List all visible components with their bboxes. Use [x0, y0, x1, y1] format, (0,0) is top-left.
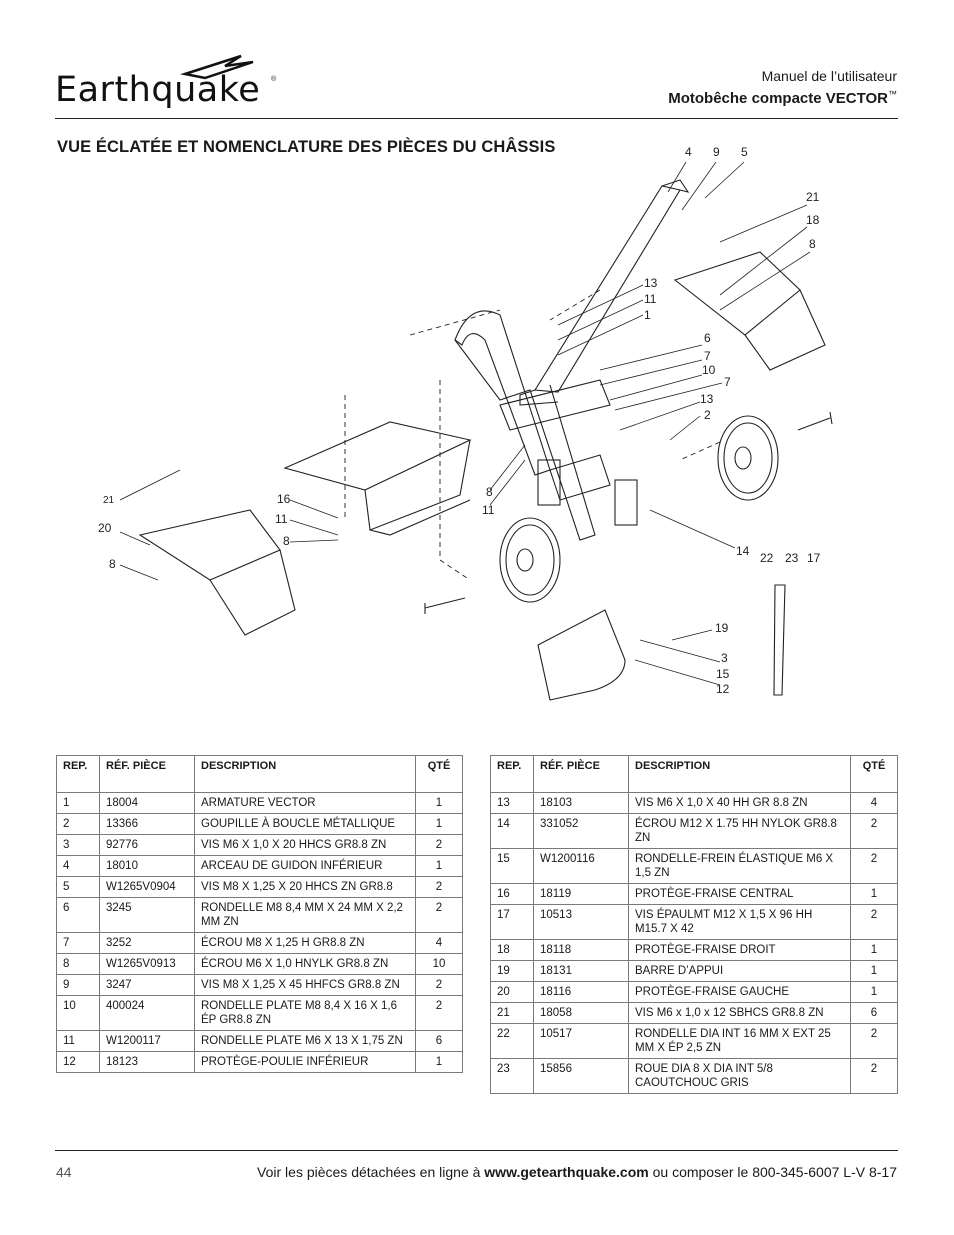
cell-rep: 12 [57, 1052, 100, 1073]
cell-qty: 1 [851, 940, 898, 961]
cell-desc: RONDELLE M8 8,4 MM X 24 MM X 2,2 MM ZN [195, 898, 416, 933]
cell-desc: ARCEAU DE GUIDON INFÉRIEUR [195, 856, 416, 877]
cell-ref: W1265V0904 [100, 877, 195, 898]
callout-label: 1 [644, 308, 651, 322]
table-row [57, 975, 463, 996]
table-row [57, 954, 463, 975]
cell-rep: 15 [491, 849, 534, 884]
cell-qty: 2 [851, 1059, 898, 1094]
table-row [491, 1003, 898, 1024]
cell-desc: RONDELLE-FREIN ÉLASTIQUE M6 X 1,5 ZN [629, 849, 851, 884]
cell-ref: 18010 [100, 856, 195, 877]
cell-qty: 4 [416, 933, 463, 954]
callout-label: 11 [644, 292, 657, 306]
cell-qty: 2 [851, 905, 898, 940]
right-wheel-part [718, 416, 778, 500]
callout-label: 7 [704, 349, 711, 363]
cell-desc: RONDELLE DIA INT 16 MM X EXT 25 MM X ÉP 2,5 ZN [629, 1024, 851, 1059]
cell-desc: PROTÈGE-FRAISE CENTRAL [629, 884, 851, 905]
cell-rep: 9 [57, 975, 100, 996]
cell-ref: 15856 [534, 1059, 629, 1094]
cell-desc: RONDELLE PLATE M8 8,4 X 16 X 1,6 ÉP GR8.8 ZN [195, 996, 416, 1031]
cell-qty: 2 [851, 814, 898, 849]
cell-ref: W1265V0913 [100, 954, 195, 975]
parts-table-right [490, 755, 898, 1094]
cell-qty: 2 [416, 996, 463, 1031]
col-rep-header: REP. [491, 756, 534, 793]
cell-rep: 10 [57, 996, 100, 1031]
cell-rep: 17 [491, 905, 534, 940]
cell-ref: 18058 [534, 1003, 629, 1024]
callout-label: 5 [741, 145, 748, 159]
cell-qty: 2 [416, 975, 463, 996]
table-row [57, 835, 463, 856]
table-row [57, 793, 463, 814]
callout-label: 7 [724, 375, 731, 389]
cell-rep: 6 [57, 898, 100, 933]
cell-ref: 3247 [100, 975, 195, 996]
callout-label: 6 [704, 331, 711, 345]
cell-rep: 20 [491, 982, 534, 1003]
table-row [57, 996, 463, 1031]
frame-part [455, 311, 550, 475]
callout-label: 8 [486, 485, 493, 499]
cell-qty: 2 [851, 1024, 898, 1059]
support-bar-part [774, 585, 785, 695]
cell-desc: ROUE DIA 8 X DIA INT 5/8 CAOUTCHOUC GRIS [629, 1059, 851, 1094]
cell-ref: 3245 [100, 898, 195, 933]
cell-qty: 1 [416, 856, 463, 877]
cell-desc: PROTÈGE-POULIE INFÉRIEUR [195, 1052, 416, 1073]
cell-ref: 18004 [100, 793, 195, 814]
callout-label: 2 [704, 408, 711, 422]
cell-desc: RONDELLE PLATE M6 X 13 X 1,75 ZN [195, 1031, 416, 1052]
cell-ref: W1200117 [100, 1031, 195, 1052]
table-row [491, 1059, 898, 1094]
table-row [491, 884, 898, 905]
cell-ref: 3252 [100, 933, 195, 954]
col-qty-header: QTÉ [416, 756, 463, 793]
callout-label: 16 [277, 492, 291, 506]
cell-qty: 4 [851, 793, 898, 814]
earthquake-logo [55, 52, 280, 112]
cell-qty: 2 [416, 877, 463, 898]
cell-ref: 18103 [534, 793, 629, 814]
table-row [491, 905, 898, 940]
manual-subtitle: Manuel de l’utilisateur [761, 68, 897, 84]
footer-url-link[interactable]: www.getearthquake.com [484, 1164, 649, 1180]
footer-text-before: Voir les pièces détachées en ligne à [257, 1164, 485, 1180]
cell-rep: 19 [491, 961, 534, 982]
callout-label: 11 [275, 512, 288, 526]
cell-ref: 10513 [534, 905, 629, 940]
exploded-parts-diagram [80, 140, 860, 720]
page-number: 44 [56, 1164, 72, 1180]
table-row [57, 856, 463, 877]
center-guard-part [285, 422, 470, 490]
left-guard-part [140, 510, 280, 580]
cell-desc: ARMATURE VECTOR [195, 793, 416, 814]
cell-rep: 11 [57, 1031, 100, 1052]
cell-rep: 3 [57, 835, 100, 856]
cell-qty: 6 [416, 1031, 463, 1052]
callout-label: 8 [283, 534, 290, 548]
cell-rep: 1 [57, 793, 100, 814]
footer-contact [257, 1164, 897, 1180]
cell-qty: 1 [851, 884, 898, 905]
cell-desc: VIS M6 X 1,0 X 20 HHCS GR8.8 ZN [195, 835, 416, 856]
cell-qty: 1 [851, 961, 898, 982]
table-row [57, 933, 463, 954]
cell-ref: 18116 [534, 982, 629, 1003]
cell-ref: W1200116 [534, 849, 629, 884]
cell-desc: VIS M6 X 1,0 X 40 HH GR 8.8 ZN [629, 793, 851, 814]
cell-rep: 5 [57, 877, 100, 898]
callout-label: 22 [760, 551, 774, 565]
callout-label: 11 [482, 503, 495, 517]
cell-desc: GOUPILLE À BOUCLE MÉTALLIQUE [195, 814, 416, 835]
table-row [491, 814, 898, 849]
callout-label: 21 [806, 190, 820, 204]
table-header-row [57, 756, 463, 793]
logo-wordmark: Earthquake [55, 70, 261, 110]
table-row [491, 982, 898, 1003]
cell-rep: 14 [491, 814, 534, 849]
manual-title-text: Motobêche compacte VECTOR [668, 90, 888, 107]
cell-qty: 2 [851, 849, 898, 884]
cell-desc: PROTÈGE-FRAISE GAUCHE [629, 982, 851, 1003]
callout-label: 9 [713, 145, 720, 159]
cell-desc: BARRE D’APPUI [629, 961, 851, 982]
callout-label: 20 [98, 521, 112, 535]
col-desc-header: DESCRIPTION [629, 756, 851, 793]
callout-label: 10 [702, 363, 716, 377]
header-divider [55, 118, 898, 119]
right-guard-part [675, 252, 800, 335]
callout-labels [98, 145, 821, 696]
cell-ref: 331052 [534, 814, 629, 849]
footer-divider [55, 1150, 898, 1151]
cell-ref: 400024 [100, 996, 195, 1031]
callout-label: 21 [103, 495, 115, 506]
parts-table-left [56, 755, 463, 1073]
cell-qty: 2 [416, 898, 463, 933]
table-row [57, 1031, 463, 1052]
cell-qty: 1 [416, 793, 463, 814]
manual-title [668, 89, 897, 107]
cell-qty: 6 [851, 1003, 898, 1024]
cell-rep: 16 [491, 884, 534, 905]
callout-label: 8 [109, 557, 116, 571]
pulley-guard-part [538, 610, 625, 700]
callout-label: 13 [644, 276, 658, 290]
cell-ref: 18123 [100, 1052, 195, 1073]
cell-rep: 2 [57, 814, 100, 835]
cell-qty: 1 [416, 814, 463, 835]
trademark-mark: ™ [888, 89, 897, 99]
cell-desc: VIS M6 x 1,0 x 12 SBHCS GR8.8 ZN [629, 1003, 851, 1024]
cell-qty: 2 [416, 835, 463, 856]
callout-label: 18 [806, 213, 820, 227]
cell-rep: 7 [57, 933, 100, 954]
table-row [491, 1024, 898, 1059]
col-rep-header: REP. [57, 756, 100, 793]
callout-label: 14 [736, 544, 750, 558]
cell-ref: 18118 [534, 940, 629, 961]
callout-label: 3 [721, 651, 728, 665]
cell-qty: 1 [416, 1052, 463, 1073]
cell-rep: 18 [491, 940, 534, 961]
cell-ref: 10517 [534, 1024, 629, 1059]
table-row [491, 849, 898, 884]
cell-qty: 1 [851, 982, 898, 1003]
col-qty-header: QTÉ [851, 756, 898, 793]
cell-desc: VIS M8 X 1,25 X 45 HHFCS GR8.8 ZN [195, 975, 416, 996]
cell-desc: PROTÈGE-FRAISE DROIT [629, 940, 851, 961]
callout-label: 4 [685, 145, 692, 159]
callout-label: 13 [700, 392, 714, 406]
table-header-row [491, 756, 898, 793]
cell-desc: ÉCROU M6 X 1,0 HNYLK GR8.8 ZN [195, 954, 416, 975]
col-ref-header: RÉF. PIÈCE [534, 756, 629, 793]
cell-desc: ÉCROU M8 X 1,25 H GR8.8 ZN [195, 933, 416, 954]
cell-rep: 4 [57, 856, 100, 877]
cell-rep: 23 [491, 1059, 534, 1094]
callout-label: 15 [716, 667, 730, 681]
cell-rep: 13 [491, 793, 534, 814]
callout-label: 17 [807, 551, 821, 565]
callout-label: 19 [715, 621, 729, 635]
logo-registered-mark: ® [271, 76, 277, 83]
cell-rep: 21 [491, 1003, 534, 1024]
cell-ref: 18131 [534, 961, 629, 982]
callout-label: 12 [716, 682, 730, 696]
cell-qty: 10 [416, 954, 463, 975]
col-ref-header: RÉF. PIÈCE [100, 756, 195, 793]
handle-arch-part [535, 186, 680, 392]
table-row [57, 877, 463, 898]
footer-text-after: ou composer le 800-345-6007 L-V 8-17 [648, 1164, 897, 1180]
table-row [57, 1052, 463, 1073]
callout-label: 23 [785, 551, 799, 565]
cell-rep: 22 [491, 1024, 534, 1059]
cell-desc: ÉCROU M12 X 1.75 HH NYLOK GR8.8 ZN [629, 814, 851, 849]
col-desc-header: DESCRIPTION [195, 756, 416, 793]
table-row [491, 961, 898, 982]
cell-ref: 13366 [100, 814, 195, 835]
cell-desc: VIS M8 X 1,25 X 20 HHCS ZN GR8.8 [195, 877, 416, 898]
table-row [491, 940, 898, 961]
cell-ref: 18119 [534, 884, 629, 905]
table-row [57, 898, 463, 933]
cell-desc: VIS ÉPAULMT M12 X 1,5 X 96 HH M15.7 X 42 [629, 905, 851, 940]
section-title: VUE ÉCLATÉE ET NOMENCLATURE DES PIÈCES DU CHÂSSIS [57, 138, 556, 156]
table-row [491, 793, 898, 814]
callout-label: 8 [809, 237, 816, 251]
left-wheel-part [500, 518, 560, 602]
cell-ref: 92776 [100, 835, 195, 856]
table-row [57, 814, 463, 835]
cell-rep: 8 [57, 954, 100, 975]
